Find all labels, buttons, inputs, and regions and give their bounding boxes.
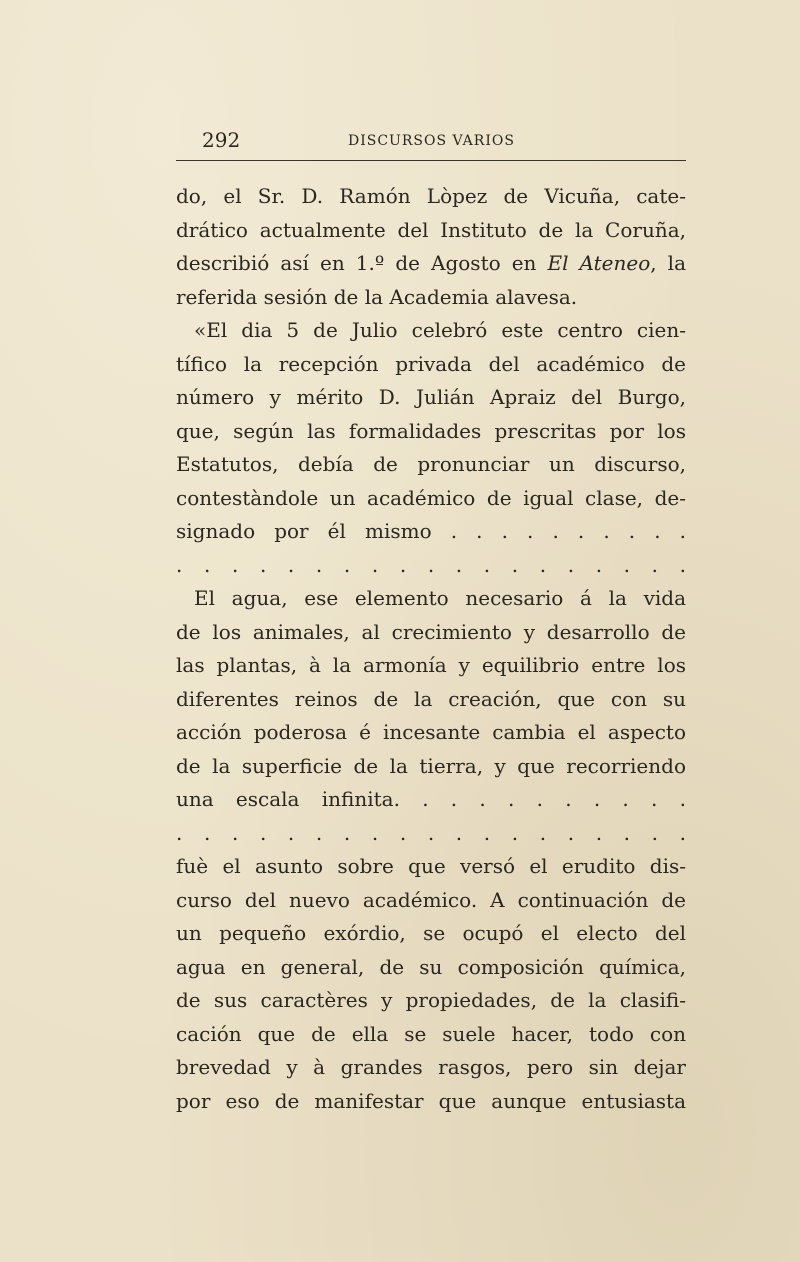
text-line: diferentes reinos de la creación, que con su — [176, 686, 686, 711]
text-line: contestàndole un académico de igual clase, de- — [176, 485, 686, 510]
text-line: «El dia 5 de Julio celebró este centro cien- — [194, 318, 686, 342]
text-line: cación que de ella se suele hacer, todo con — [176, 1021, 686, 1046]
text-line: agua en general, de su composición química, — [176, 954, 686, 979]
text-line: brevedad y à grandes rasgos, pero sin dejar — [176, 1055, 686, 1079]
text-line: tífico la recepción privada del académico de — [176, 351, 686, 376]
text-line: signado por él mismo . . . . . . . . . . — [176, 519, 686, 543]
header-rule — [176, 160, 686, 161]
text-line: de sus caractères y propiedades, de la clasifi- — [176, 988, 686, 1012]
text-line: curso del nuevo académico. A continuación de — [176, 887, 686, 912]
ellipsis-line: . . . . . . . . . . . . . . . . . . . — [176, 820, 686, 845]
text-line: por eso de manifestar que aunque entusiasta — [176, 1088, 686, 1113]
text-line: referida sesión de la Academia alavesa. — [176, 284, 578, 309]
text-segment: , la — [650, 251, 686, 275]
italic-title: El Ateneo — [547, 251, 651, 275]
text-line: las plantas, à la armonía y equilibrio entre los — [176, 653, 686, 677]
text-line: El agua, ese elemento necesario á la vida — [194, 586, 686, 610]
text-line: que, según las formalidades prescritas por los — [176, 418, 686, 443]
text-line: un pequeño exórdio, se ocupó el electo del — [176, 921, 686, 945]
text-line — [176, 247, 686, 281]
page-number: 292 — [202, 128, 241, 152]
text-line: de los animales, al crecimiento y desarrollo de — [176, 619, 686, 644]
text-line: fuè el asunto sobre que versó el erudito dis- — [176, 854, 686, 878]
text-line: una escala infinita. . . . . . . . . . . — [176, 787, 686, 811]
ellipsis-line: . . . . . . . . . . . . . . . . . . . — [176, 552, 686, 577]
text-line: acción poderosa é incesante cambia el aspecto — [176, 720, 686, 744]
text-line: Estatutos, debía de pronunciar un discurso, — [176, 452, 686, 476]
text-segment: describió así en 1.º de Agosto en — [176, 251, 537, 275]
text-line: número y mérito D. Julián Apraiz del Burgo, — [176, 385, 686, 409]
text-line: de la superficie de la tierra, y que recorriendo — [176, 753, 686, 778]
running-head: DISCURSOS VARIOS — [348, 133, 515, 149]
body-text — [176, 180, 686, 1118]
page-header — [176, 128, 686, 152]
text-line: drático actualmente del Instituto de la Coruña, — [176, 217, 686, 242]
text-line: do, el Sr. D. Ramón Lòpez de Vicuña, cate- — [176, 184, 686, 208]
